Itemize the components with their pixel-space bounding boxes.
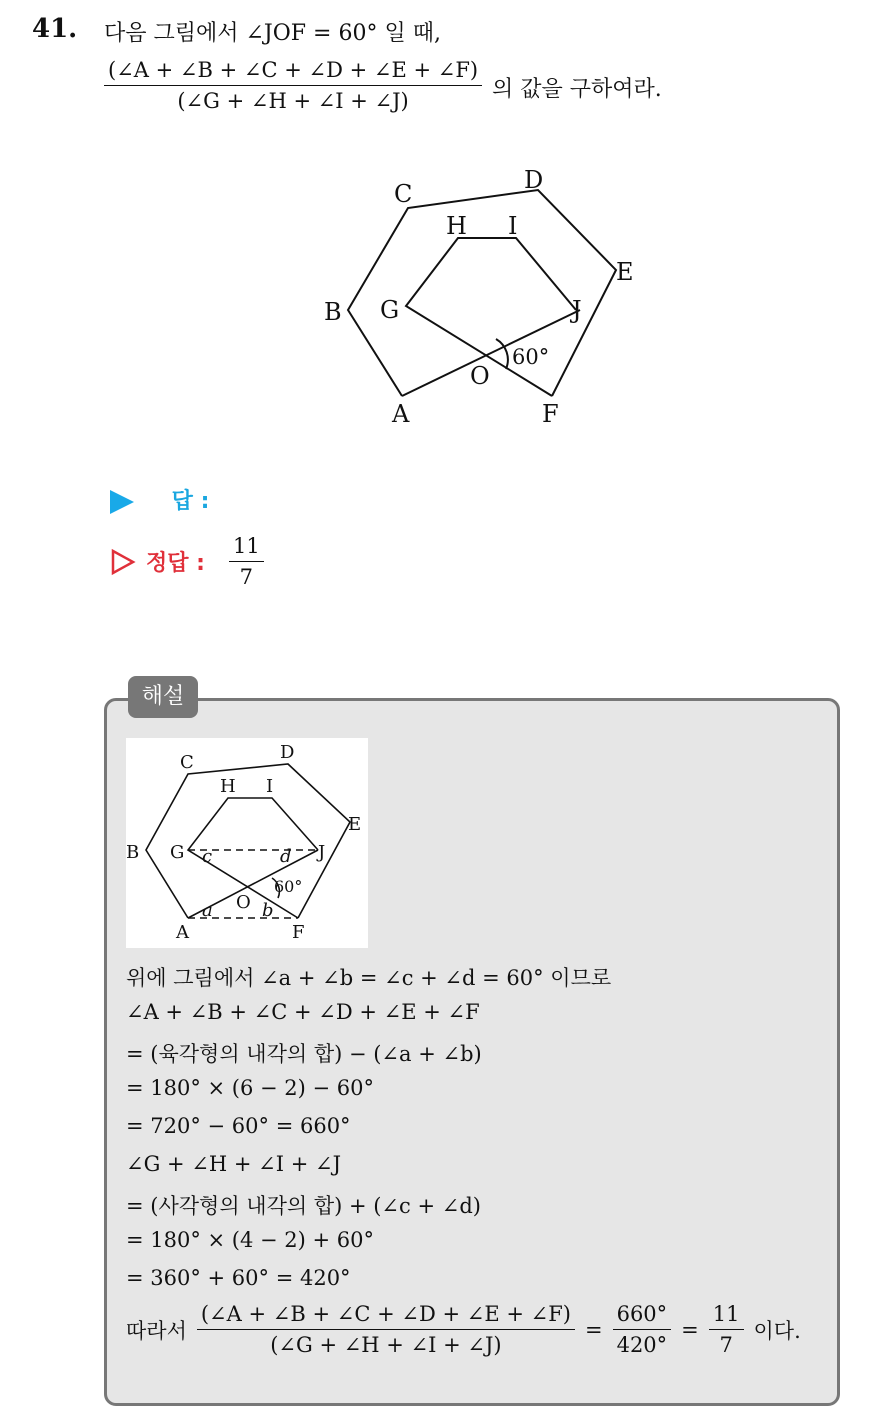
sol-label-60deg: 60° [274, 877, 303, 896]
label-G: G [380, 296, 400, 324]
correct-answer-fraction [229, 534, 264, 589]
label-F: F [542, 400, 559, 428]
final-fraction [197, 1302, 575, 1357]
solution-line-6: ∠G + ∠H + ∠I + ∠J [126, 1152, 342, 1176]
sol-label-C: C [180, 752, 194, 773]
line-A-J [402, 310, 580, 396]
sol-label-d: d [280, 846, 292, 867]
solution-final-line [126, 1302, 801, 1357]
sol-label-E: E [348, 814, 362, 835]
solution-line-4: = 180° × (6 − 2) − 60° [126, 1076, 375, 1100]
label-O: O [470, 362, 490, 390]
question-fraction-numerator: (∠A + ∠B + ∠C + ∠D + ∠E + ∠F) [104, 58, 482, 86]
result-fraction [709, 1302, 744, 1357]
question-fraction-denominator: (∠G + ∠H + ∠I + ∠J) [177, 89, 409, 113]
sol-label-J: J [318, 842, 326, 863]
solution-line-5: = 720° − 60° = 660° [126, 1114, 351, 1138]
label-D: D [524, 166, 544, 194]
sol-label-b: b [262, 900, 274, 921]
final-suffix: 이다. [753, 1318, 801, 1343]
label-B: B [324, 298, 342, 326]
correct-answer-row [110, 534, 264, 589]
correct-answer-numerator: 11 [229, 534, 264, 562]
sol-label-D: D [280, 742, 295, 763]
answer-label: 답 : [171, 489, 210, 514]
result-fraction-denominator: 7 [719, 1333, 733, 1357]
solution-tag: 해설 [128, 676, 198, 718]
final-prefix: 따라서 [126, 1318, 187, 1343]
sol-label-G: G [170, 842, 185, 863]
sol-label-F: F [292, 922, 305, 943]
final-fraction-denominator: (∠G + ∠H + ∠I + ∠J) [270, 1333, 502, 1357]
question-fraction [104, 58, 482, 113]
sol-label-H: H [220, 776, 236, 797]
sol-label-c: c [202, 846, 213, 867]
result-fraction-numerator: 11 [709, 1302, 744, 1330]
solution-line-7: = (사각형의 내각의 합) + (∠c + ∠d) [126, 1194, 481, 1218]
label-A: A [392, 400, 410, 428]
question-number: 41. [32, 14, 78, 44]
question-text: 다음 그림에서 ∠JOF = 60° 일 때, [104, 21, 441, 46]
sol-label-I: I [266, 776, 274, 797]
solution-line-2: ∠A + ∠B + ∠C + ∠D + ∠E + ∠F [126, 1000, 480, 1024]
label-J: J [572, 296, 582, 324]
solution-line-1: 위에 그림에서 ∠a + ∠b = ∠c + ∠d = 60° 이므로 [126, 966, 612, 990]
outline-triangle-icon [110, 548, 136, 576]
correct-answer-denominator: 7 [239, 565, 254, 589]
label-60deg: 60° [512, 345, 550, 369]
answer-row [110, 484, 209, 515]
final-equals-2: = [681, 1317, 699, 1342]
solution-line-3: = (육각형의 내각의 합) − (∠a + ∠b) [126, 1042, 482, 1066]
label-H: H [446, 212, 467, 240]
solution-figure [126, 738, 368, 948]
label-E: E [616, 258, 634, 286]
quad-path [406, 238, 576, 396]
final-fraction-numerator: (∠A + ∠B + ∠C + ∠D + ∠E + ∠F) [197, 1302, 575, 1330]
question-tail: 의 값을 구하여라. [492, 77, 662, 102]
sol-label-A: A [176, 922, 189, 943]
sol-label-a: a [202, 900, 213, 921]
question-figure [310, 160, 650, 440]
sol-label-O: O [236, 892, 251, 913]
label-C: C [394, 180, 413, 208]
mid-fraction [613, 1302, 672, 1357]
solution-line-9: = 360° + 60° = 420° [126, 1266, 351, 1290]
final-equals-1: = [584, 1317, 603, 1342]
solution-line-8: = 180° × (4 − 2) + 60° [126, 1228, 375, 1252]
mid-fraction-denominator: 420° [616, 1333, 668, 1357]
correct-answer-label: 정답 : [146, 551, 205, 576]
sol-label-B: B [126, 842, 140, 863]
mid-fraction-numerator: 660° [613, 1302, 672, 1330]
label-I: I [508, 212, 518, 240]
play-triangle-icon [110, 490, 134, 514]
